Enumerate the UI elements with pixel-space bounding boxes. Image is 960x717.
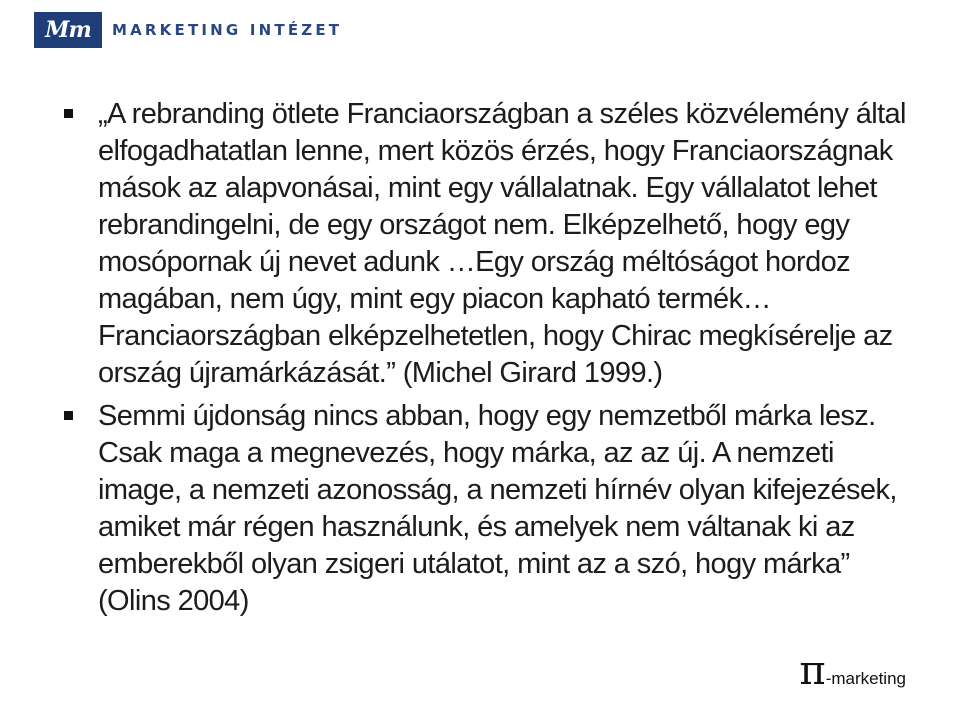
bullet-text: Semmi újdonság nincs abban, hogy egy nemzetből márka lesz. Csak maga a megnevezés, hogy márka, az az új. A nemzeti image, a nemzeti azonosság, a nemzeti hírnév olyan kifejezések, amiket már régen használunk, és amelyek nem váltanak ki az emberekből olyan zsigeri utálatot, mint az a szó, hogy márka” (Olins 2004) xyxy=(98,400,897,617)
square-bullet-icon xyxy=(64,109,73,118)
logo-mark: Mm xyxy=(34,12,102,48)
pi-logo-icon: π xyxy=(799,648,826,694)
footer-logo-text: -marketing xyxy=(825,669,906,688)
bullet-item xyxy=(64,96,914,392)
header-logo xyxy=(34,12,342,48)
footer-logo xyxy=(799,648,906,694)
bullet-text: „A rebranding ötlete Franciaországban a széles közvélemény által elfogadhatatlan lenne, mert közös érzés, hogy Franciaországnak mások az alapvonásai, mint egy vállalatnak. Egy vállalatot lehet rebrandingelni, de egy országot nem. Elképzelhető, hogy egy mosópornak új nevet adunk …Egy ország méltóságot hordoz magában, nem úgy, mint egy piacon kapható termék… Franciaországban elképzelhetetlen, hogy Chirac megkísérelje az ország újramárkázását.” (Michel Girard 1999.) xyxy=(98,98,906,389)
square-bullet-icon xyxy=(64,411,73,420)
bullet-item xyxy=(64,398,914,620)
logo-text: MARKETING INTÉZET xyxy=(112,21,343,39)
slide-content xyxy=(64,96,914,626)
